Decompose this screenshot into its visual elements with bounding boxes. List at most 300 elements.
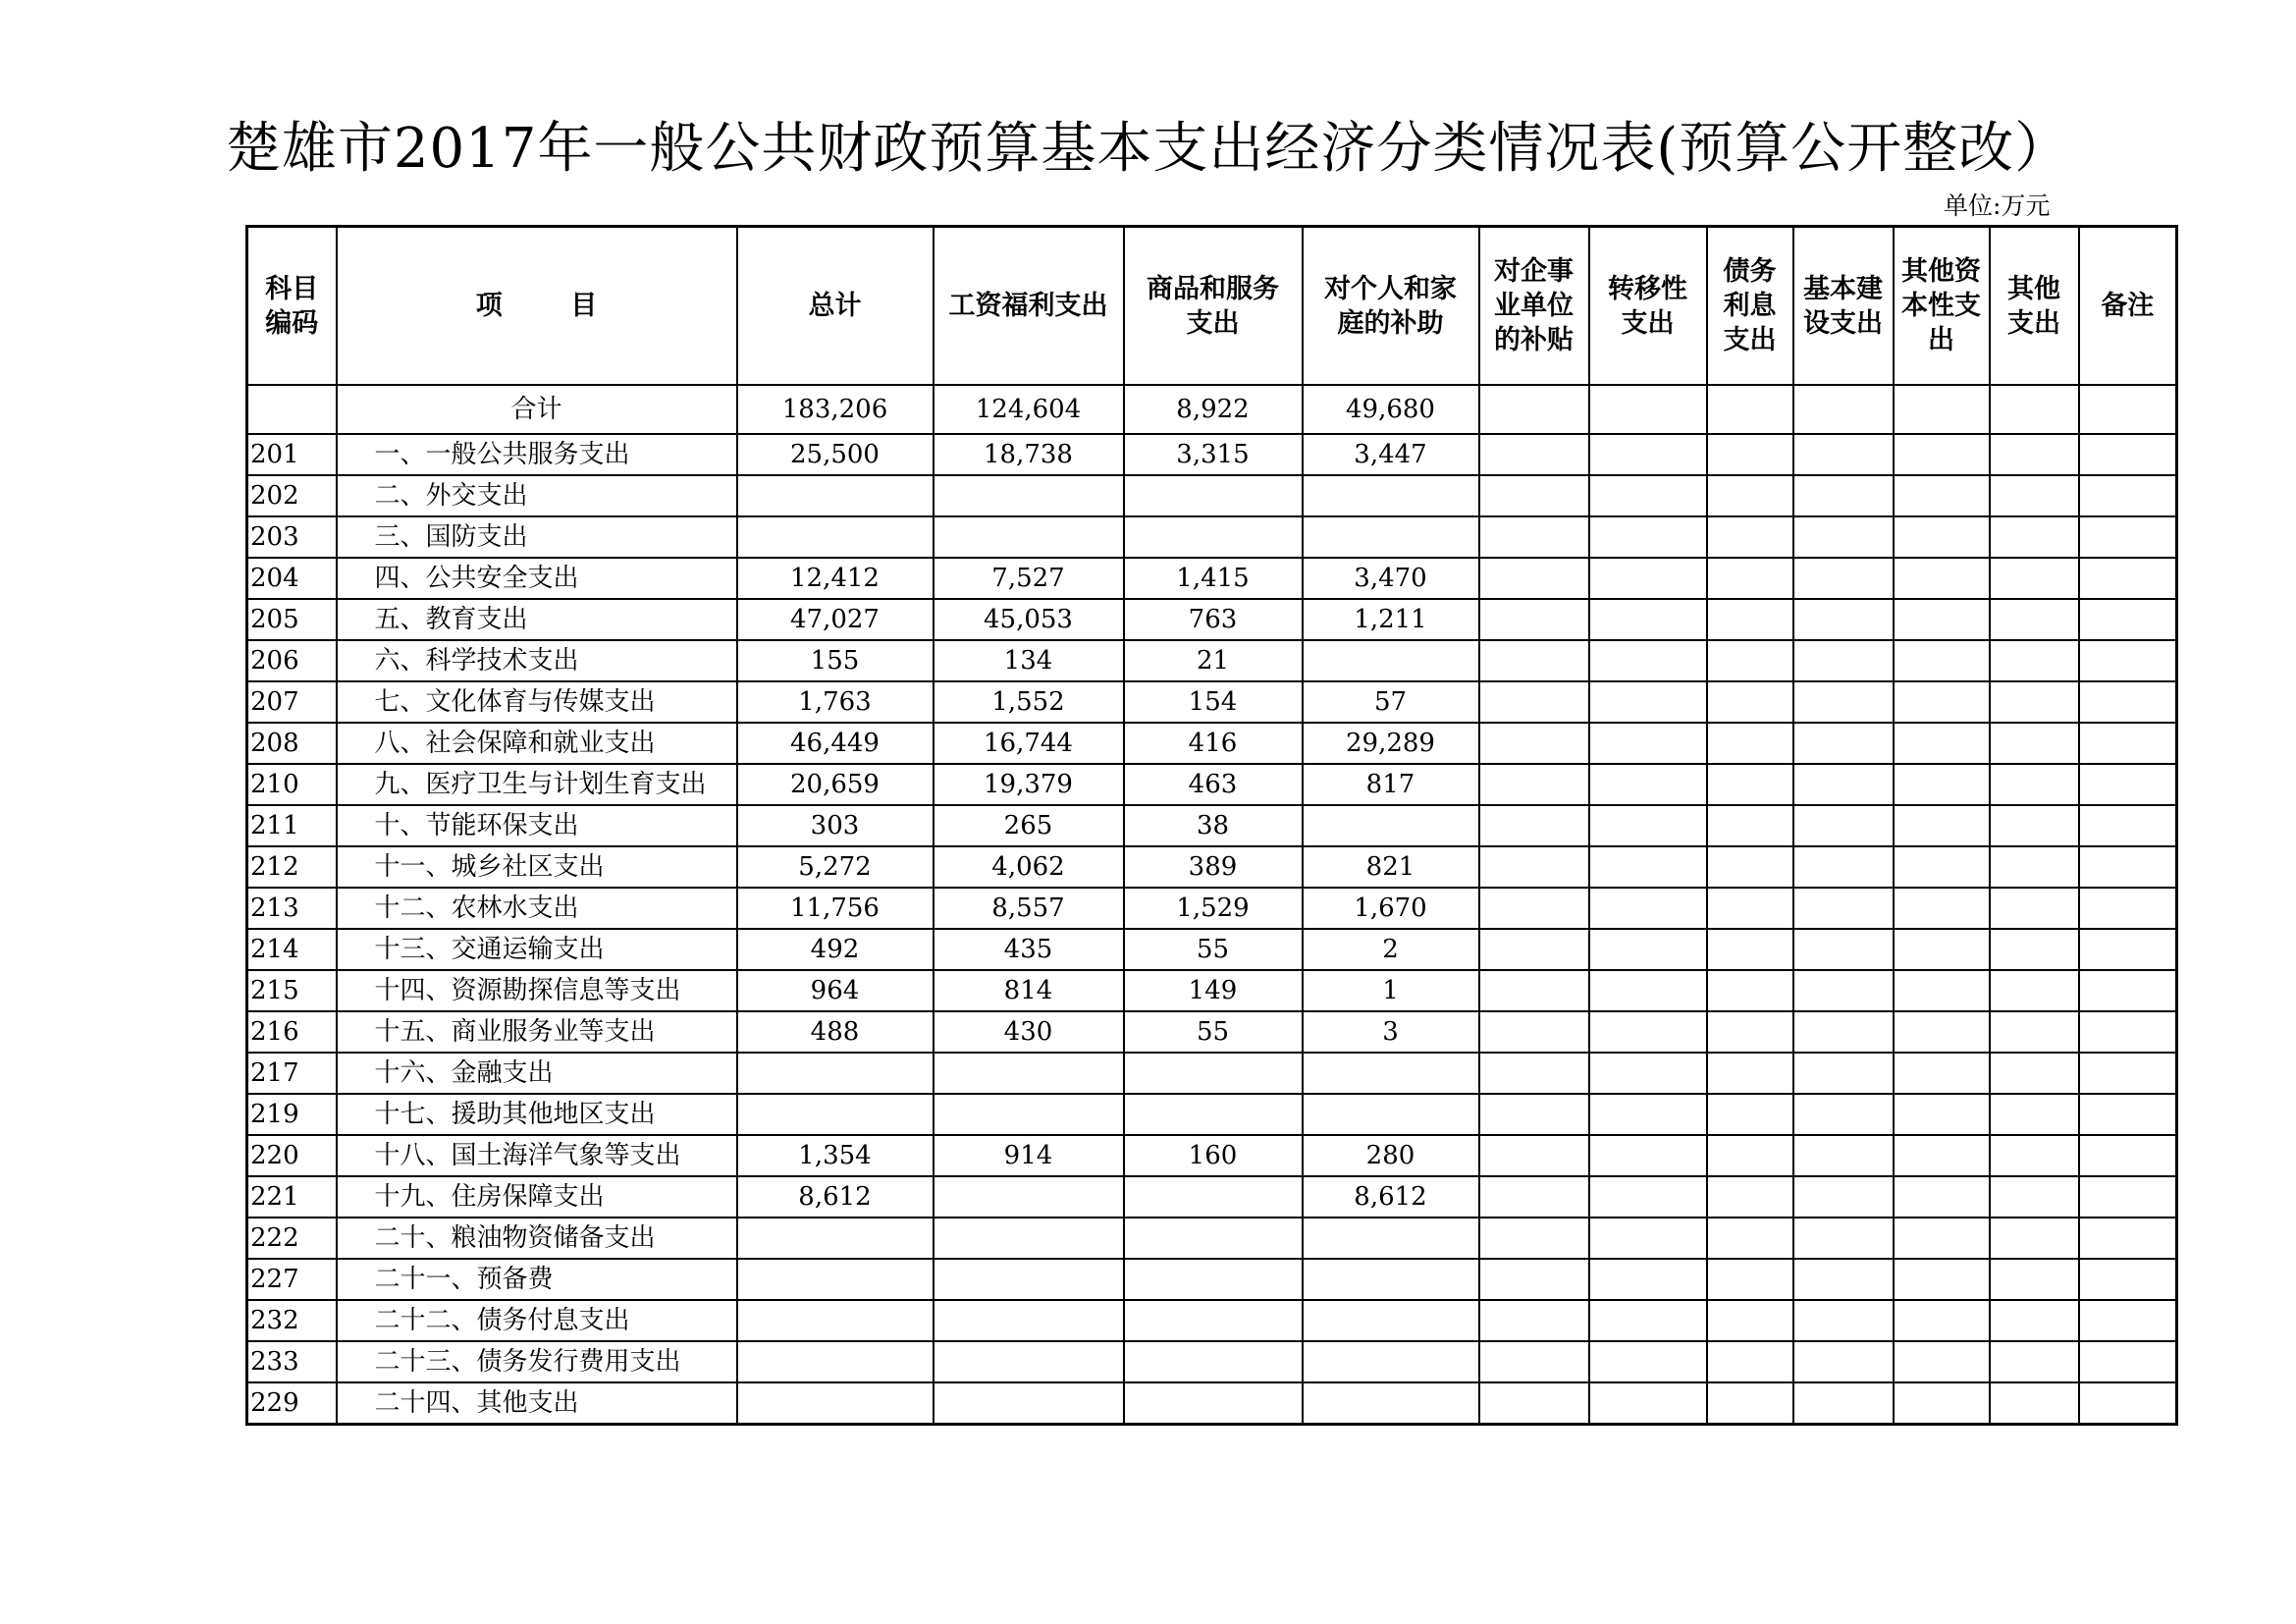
transfer-cell bbox=[1589, 1259, 1707, 1300]
transfer-cell bbox=[1589, 640, 1707, 681]
other-cell bbox=[1990, 846, 2079, 888]
total-cell: 5,272 bbox=[737, 846, 934, 888]
enterprise-cell bbox=[1479, 1094, 1589, 1135]
code-cell: 202 bbox=[247, 475, 337, 516]
total-cell: 25,500 bbox=[737, 434, 934, 475]
code-cell: 207 bbox=[247, 681, 337, 723]
page-title: 楚雄市2017年一般公共财政预算基本支出经济分类情况表(预算公开整改） bbox=[225, 117, 2071, 181]
goods-services-cell bbox=[1124, 1218, 1303, 1259]
personal-family-cell: 3,447 bbox=[1303, 434, 1479, 475]
table-row bbox=[247, 558, 2177, 599]
table-row bbox=[247, 888, 2177, 929]
debt-interest-cell bbox=[1707, 888, 1793, 929]
debt-interest-cell bbox=[1707, 475, 1793, 516]
total-salary: 124,604 bbox=[934, 385, 1124, 434]
total-label: 合计 bbox=[337, 385, 737, 434]
item-cell: 二十四、其他支出 bbox=[337, 1382, 737, 1425]
notes-cell bbox=[2079, 1218, 2177, 1259]
total-personal-family: 49,680 bbox=[1303, 385, 1479, 434]
notes-cell bbox=[2079, 599, 2177, 640]
total-cell: 492 bbox=[737, 929, 934, 970]
other-capital-cell bbox=[1894, 681, 1990, 723]
total-cell: 11,756 bbox=[737, 888, 934, 929]
table-row bbox=[247, 970, 2177, 1011]
personal-family-cell: 57 bbox=[1303, 681, 1479, 723]
transfer-cell bbox=[1589, 764, 1707, 805]
total-cell: 303 bbox=[737, 805, 934, 846]
transfer-cell bbox=[1589, 723, 1707, 764]
item-cell: 十三、交通运输支出 bbox=[337, 929, 737, 970]
other-cell bbox=[1990, 1218, 2079, 1259]
other-cell bbox=[1990, 1382, 2079, 1425]
code-cell: 220 bbox=[247, 1135, 337, 1176]
debt-interest-cell bbox=[1707, 1135, 1793, 1176]
personal-family-cell bbox=[1303, 1300, 1479, 1341]
personal-family-cell: 3 bbox=[1303, 1011, 1479, 1053]
capital-cell bbox=[1793, 1259, 1894, 1300]
total-code-cell bbox=[247, 385, 337, 434]
table-row bbox=[247, 1341, 2177, 1382]
notes-cell bbox=[2079, 1176, 2177, 1218]
total-cell: 1,354 bbox=[737, 1135, 934, 1176]
header-personal-family: 对个人和家庭的补助 bbox=[1303, 227, 1479, 386]
code-cell: 215 bbox=[247, 970, 337, 1011]
item-cell: 十四、资源勘探信息等支出 bbox=[337, 970, 737, 1011]
capital-cell bbox=[1793, 1300, 1894, 1341]
personal-family-cell: 3,470 bbox=[1303, 558, 1479, 599]
table-row bbox=[247, 723, 2177, 764]
notes-cell bbox=[2079, 805, 2177, 846]
enterprise-cell bbox=[1479, 1382, 1589, 1425]
code-cell: 233 bbox=[247, 1341, 337, 1382]
salary-cell: 814 bbox=[934, 970, 1124, 1011]
other-cell bbox=[1990, 805, 2079, 846]
total-total: 183,206 bbox=[737, 385, 934, 434]
other-cell bbox=[1990, 681, 2079, 723]
code-cell: 203 bbox=[247, 516, 337, 558]
notes-cell bbox=[2079, 1011, 2177, 1053]
total-enterprise bbox=[1479, 385, 1589, 434]
table-row bbox=[247, 434, 2177, 475]
budget-table bbox=[245, 225, 2178, 1426]
other-capital-cell bbox=[1894, 599, 1990, 640]
notes-cell bbox=[2079, 1094, 2177, 1135]
other-capital-cell bbox=[1894, 558, 1990, 599]
capital-cell bbox=[1793, 516, 1894, 558]
debt-interest-cell bbox=[1707, 599, 1793, 640]
notes-cell bbox=[2079, 764, 2177, 805]
personal-family-cell bbox=[1303, 1341, 1479, 1382]
notes-cell bbox=[2079, 1300, 2177, 1341]
notes-cell bbox=[2079, 516, 2177, 558]
goods-services-cell bbox=[1124, 1094, 1303, 1135]
other-cell bbox=[1990, 1259, 2079, 1300]
code-cell: 201 bbox=[247, 434, 337, 475]
other-cell bbox=[1990, 1011, 2079, 1053]
total-cell bbox=[737, 1341, 934, 1382]
other-cell bbox=[1990, 475, 2079, 516]
personal-family-cell bbox=[1303, 1053, 1479, 1094]
item-cell: 十六、金融支出 bbox=[337, 1053, 737, 1094]
transfer-cell bbox=[1589, 846, 1707, 888]
capital-cell bbox=[1793, 929, 1894, 970]
goods-services-cell: 38 bbox=[1124, 805, 1303, 846]
item-cell: 八、社会保障和就业支出 bbox=[337, 723, 737, 764]
code-cell: 208 bbox=[247, 723, 337, 764]
transfer-cell bbox=[1589, 970, 1707, 1011]
transfer-cell bbox=[1589, 888, 1707, 929]
code-cell: 219 bbox=[247, 1094, 337, 1135]
table-row bbox=[247, 1135, 2177, 1176]
notes-cell bbox=[2079, 475, 2177, 516]
total-cell: 488 bbox=[737, 1011, 934, 1053]
personal-family-cell: 1 bbox=[1303, 970, 1479, 1011]
code-cell: 211 bbox=[247, 805, 337, 846]
transfer-cell bbox=[1589, 681, 1707, 723]
table-row bbox=[247, 929, 2177, 970]
other-cell bbox=[1990, 1341, 2079, 1382]
capital-cell bbox=[1793, 1053, 1894, 1094]
transfer-cell bbox=[1589, 434, 1707, 475]
total-cell bbox=[737, 1053, 934, 1094]
total-goods-services: 8,922 bbox=[1124, 385, 1303, 434]
header-item: 项 目 bbox=[337, 227, 737, 386]
salary-cell bbox=[934, 1341, 1124, 1382]
personal-family-cell: 821 bbox=[1303, 846, 1479, 888]
other-cell bbox=[1990, 888, 2079, 929]
other-capital-cell bbox=[1894, 1259, 1990, 1300]
notes-cell bbox=[2079, 723, 2177, 764]
item-cell: 六、科学技术支出 bbox=[337, 640, 737, 681]
personal-family-cell bbox=[1303, 805, 1479, 846]
capital-cell bbox=[1793, 681, 1894, 723]
other-cell bbox=[1990, 1053, 2079, 1094]
personal-family-cell: 2 bbox=[1303, 929, 1479, 970]
debt-interest-cell bbox=[1707, 1176, 1793, 1218]
code-cell: 204 bbox=[247, 558, 337, 599]
debt-interest-cell bbox=[1707, 929, 1793, 970]
code-cell: 205 bbox=[247, 599, 337, 640]
total-cell bbox=[737, 1218, 934, 1259]
notes-cell bbox=[2079, 1135, 2177, 1176]
goods-services-cell: 3,315 bbox=[1124, 434, 1303, 475]
goods-services-cell: 149 bbox=[1124, 970, 1303, 1011]
capital-cell bbox=[1793, 846, 1894, 888]
goods-services-cell: 154 bbox=[1124, 681, 1303, 723]
personal-family-cell: 1,670 bbox=[1303, 888, 1479, 929]
other-cell bbox=[1990, 970, 2079, 1011]
capital-cell bbox=[1793, 764, 1894, 805]
debt-interest-cell bbox=[1707, 558, 1793, 599]
goods-services-cell: 55 bbox=[1124, 929, 1303, 970]
total-cell bbox=[737, 1382, 934, 1425]
capital-cell bbox=[1793, 599, 1894, 640]
salary-cell bbox=[934, 475, 1124, 516]
other-cell bbox=[1990, 434, 2079, 475]
item-cell: 二十二、债务付息支出 bbox=[337, 1300, 737, 1341]
item-cell: 十五、商业服务业等支出 bbox=[337, 1011, 737, 1053]
enterprise-cell bbox=[1479, 475, 1589, 516]
debt-interest-cell bbox=[1707, 1011, 1793, 1053]
table-row bbox=[247, 599, 2177, 640]
other-capital-cell bbox=[1894, 1382, 1990, 1425]
table-row bbox=[247, 1176, 2177, 1218]
transfer-cell bbox=[1589, 1300, 1707, 1341]
transfer-cell bbox=[1589, 516, 1707, 558]
other-capital-cell bbox=[1894, 1053, 1990, 1094]
other-capital-cell bbox=[1894, 723, 1990, 764]
code-cell: 212 bbox=[247, 846, 337, 888]
item-cell: 十八、国土海洋气象等支出 bbox=[337, 1135, 737, 1176]
notes-cell bbox=[2079, 1382, 2177, 1425]
enterprise-cell bbox=[1479, 516, 1589, 558]
total-cell bbox=[737, 1259, 934, 1300]
goods-services-cell: 763 bbox=[1124, 599, 1303, 640]
goods-services-cell: 416 bbox=[1124, 723, 1303, 764]
other-capital-cell bbox=[1894, 1135, 1990, 1176]
item-cell: 二十、粮油物资储备支出 bbox=[337, 1218, 737, 1259]
table-row bbox=[247, 640, 2177, 681]
code-cell: 217 bbox=[247, 1053, 337, 1094]
debt-interest-cell bbox=[1707, 1218, 1793, 1259]
personal-family-cell bbox=[1303, 1259, 1479, 1300]
debt-interest-cell bbox=[1707, 434, 1793, 475]
debt-interest-cell bbox=[1707, 1094, 1793, 1135]
capital-cell bbox=[1793, 1382, 1894, 1425]
item-cell: 一、一般公共服务支出 bbox=[337, 434, 737, 475]
enterprise-cell bbox=[1479, 1341, 1589, 1382]
enterprise-cell bbox=[1479, 1176, 1589, 1218]
header-debt-interest: 债务利息支出 bbox=[1707, 227, 1793, 386]
transfer-cell bbox=[1589, 929, 1707, 970]
code-cell: 232 bbox=[247, 1300, 337, 1341]
personal-family-cell bbox=[1303, 640, 1479, 681]
other-capital-cell bbox=[1894, 1176, 1990, 1218]
table-row bbox=[247, 764, 2177, 805]
salary-cell: 134 bbox=[934, 640, 1124, 681]
enterprise-cell bbox=[1479, 970, 1589, 1011]
other-capital-cell bbox=[1894, 888, 1990, 929]
table-row bbox=[247, 805, 2177, 846]
other-cell bbox=[1990, 1176, 2079, 1218]
goods-services-cell: 1,529 bbox=[1124, 888, 1303, 929]
table-row bbox=[247, 1259, 2177, 1300]
other-capital-cell bbox=[1894, 764, 1990, 805]
capital-cell bbox=[1793, 1094, 1894, 1135]
capital-cell bbox=[1793, 1176, 1894, 1218]
enterprise-cell bbox=[1479, 846, 1589, 888]
goods-services-cell: 55 bbox=[1124, 1011, 1303, 1053]
debt-interest-cell bbox=[1707, 1300, 1793, 1341]
other-capital-cell bbox=[1894, 970, 1990, 1011]
salary-cell bbox=[934, 1176, 1124, 1218]
other-cell bbox=[1990, 599, 2079, 640]
salary-cell: 19,379 bbox=[934, 764, 1124, 805]
total-cell bbox=[737, 1300, 934, 1341]
enterprise-cell bbox=[1479, 1300, 1589, 1341]
table-row bbox=[247, 1218, 2177, 1259]
item-cell: 十一、城乡社区支出 bbox=[337, 846, 737, 888]
item-cell: 九、医疗卫生与计划生育支出 bbox=[337, 764, 737, 805]
item-cell: 五、教育支出 bbox=[337, 599, 737, 640]
total-cell: 20,659 bbox=[737, 764, 934, 805]
enterprise-cell bbox=[1479, 805, 1589, 846]
transfer-cell bbox=[1589, 558, 1707, 599]
goods-services-cell: 389 bbox=[1124, 846, 1303, 888]
other-capital-cell bbox=[1894, 1341, 1990, 1382]
other-cell bbox=[1990, 1300, 2079, 1341]
enterprise-cell bbox=[1479, 723, 1589, 764]
enterprise-cell bbox=[1479, 888, 1589, 929]
transfer-cell bbox=[1589, 1094, 1707, 1135]
code-cell: 222 bbox=[247, 1218, 337, 1259]
debt-interest-cell bbox=[1707, 1259, 1793, 1300]
table-row bbox=[247, 846, 2177, 888]
other-cell bbox=[1990, 723, 2079, 764]
total-debt-interest bbox=[1707, 385, 1793, 434]
enterprise-cell bbox=[1479, 599, 1589, 640]
total-other bbox=[1990, 385, 2079, 434]
notes-cell bbox=[2079, 558, 2177, 599]
goods-services-cell bbox=[1124, 1259, 1303, 1300]
table-row bbox=[247, 516, 2177, 558]
salary-cell bbox=[934, 1382, 1124, 1425]
enterprise-cell bbox=[1479, 558, 1589, 599]
table-row bbox=[247, 475, 2177, 516]
personal-family-cell bbox=[1303, 516, 1479, 558]
debt-interest-cell bbox=[1707, 805, 1793, 846]
goods-services-cell bbox=[1124, 1341, 1303, 1382]
total-cell: 47,027 bbox=[737, 599, 934, 640]
salary-cell bbox=[934, 1300, 1124, 1341]
header-code: 科目编码 bbox=[247, 227, 337, 386]
transfer-cell bbox=[1589, 1341, 1707, 1382]
personal-family-cell: 29,289 bbox=[1303, 723, 1479, 764]
capital-cell bbox=[1793, 888, 1894, 929]
other-capital-cell bbox=[1894, 640, 1990, 681]
code-cell: 213 bbox=[247, 888, 337, 929]
enterprise-cell bbox=[1479, 434, 1589, 475]
personal-family-cell: 280 bbox=[1303, 1135, 1479, 1176]
item-cell: 十二、农林水支出 bbox=[337, 888, 737, 929]
personal-family-cell: 8,612 bbox=[1303, 1176, 1479, 1218]
salary-cell: 4,062 bbox=[934, 846, 1124, 888]
notes-cell bbox=[2079, 846, 2177, 888]
enterprise-cell bbox=[1479, 929, 1589, 970]
code-cell: 214 bbox=[247, 929, 337, 970]
salary-cell: 435 bbox=[934, 929, 1124, 970]
enterprise-cell bbox=[1479, 1218, 1589, 1259]
total-cell: 964 bbox=[737, 970, 934, 1011]
other-capital-cell bbox=[1894, 1218, 1990, 1259]
table-row bbox=[247, 681, 2177, 723]
debt-interest-cell bbox=[1707, 1382, 1793, 1425]
other-cell bbox=[1990, 1094, 2079, 1135]
salary-cell bbox=[934, 1094, 1124, 1135]
enterprise-cell bbox=[1479, 1135, 1589, 1176]
item-cell: 十九、住房保障支出 bbox=[337, 1176, 737, 1218]
header-transfer: 转移性支出 bbox=[1589, 227, 1707, 386]
transfer-cell bbox=[1589, 1382, 1707, 1425]
other-capital-cell bbox=[1894, 1011, 1990, 1053]
notes-cell bbox=[2079, 1341, 2177, 1382]
other-cell bbox=[1990, 558, 2079, 599]
total-transfer bbox=[1589, 385, 1707, 434]
total-cell bbox=[737, 475, 934, 516]
goods-services-cell: 160 bbox=[1124, 1135, 1303, 1176]
salary-cell: 265 bbox=[934, 805, 1124, 846]
total-cell: 8,612 bbox=[737, 1176, 934, 1218]
total-cell: 46,449 bbox=[737, 723, 934, 764]
goods-services-cell: 1,415 bbox=[1124, 558, 1303, 599]
table-row bbox=[247, 1300, 2177, 1341]
other-cell bbox=[1990, 640, 2079, 681]
goods-services-cell bbox=[1124, 475, 1303, 516]
other-capital-cell bbox=[1894, 846, 1990, 888]
enterprise-cell bbox=[1479, 1259, 1589, 1300]
salary-cell bbox=[934, 1053, 1124, 1094]
capital-cell bbox=[1793, 558, 1894, 599]
transfer-cell bbox=[1589, 1053, 1707, 1094]
debt-interest-cell bbox=[1707, 970, 1793, 1011]
header-other: 其他支出 bbox=[1990, 227, 2079, 386]
salary-cell: 914 bbox=[934, 1135, 1124, 1176]
transfer-cell bbox=[1589, 599, 1707, 640]
salary-cell: 7,527 bbox=[934, 558, 1124, 599]
total-cell: 155 bbox=[737, 640, 934, 681]
item-cell: 二十三、债务发行费用支出 bbox=[337, 1341, 737, 1382]
header-notes: 备注 bbox=[2079, 227, 2177, 386]
other-capital-cell bbox=[1894, 516, 1990, 558]
item-cell: 二、外交支出 bbox=[337, 475, 737, 516]
enterprise-cell bbox=[1479, 1011, 1589, 1053]
code-cell: 210 bbox=[247, 764, 337, 805]
header-capital: 基本建设支出 bbox=[1793, 227, 1894, 386]
enterprise-cell bbox=[1479, 640, 1589, 681]
item-cell: 二十一、预备费 bbox=[337, 1259, 737, 1300]
table-row bbox=[247, 1094, 2177, 1135]
other-capital-cell bbox=[1894, 434, 1990, 475]
personal-family-cell bbox=[1303, 1382, 1479, 1425]
debt-interest-cell bbox=[1707, 516, 1793, 558]
goods-services-cell bbox=[1124, 1300, 1303, 1341]
other-capital-cell bbox=[1894, 1094, 1990, 1135]
notes-cell bbox=[2079, 929, 2177, 970]
transfer-cell bbox=[1589, 1218, 1707, 1259]
table-row bbox=[247, 1011, 2177, 1053]
capital-cell bbox=[1793, 434, 1894, 475]
transfer-cell bbox=[1589, 805, 1707, 846]
personal-family-cell bbox=[1303, 475, 1479, 516]
notes-cell bbox=[2079, 681, 2177, 723]
debt-interest-cell bbox=[1707, 1341, 1793, 1382]
item-cell: 十、节能环保支出 bbox=[337, 805, 737, 846]
table-row bbox=[247, 1382, 2177, 1425]
total-other-capital bbox=[1894, 385, 1990, 434]
unit-label: 单位:万元 bbox=[1944, 191, 2051, 220]
goods-services-cell: 21 bbox=[1124, 640, 1303, 681]
total-cell: 1,763 bbox=[737, 681, 934, 723]
salary-cell bbox=[934, 1259, 1124, 1300]
personal-family-cell bbox=[1303, 1094, 1479, 1135]
header-total: 总计 bbox=[737, 227, 934, 386]
header-row bbox=[247, 227, 2177, 386]
other-cell bbox=[1990, 516, 2079, 558]
code-cell: 227 bbox=[247, 1259, 337, 1300]
code-cell: 221 bbox=[247, 1176, 337, 1218]
other-capital-cell bbox=[1894, 929, 1990, 970]
transfer-cell bbox=[1589, 1135, 1707, 1176]
